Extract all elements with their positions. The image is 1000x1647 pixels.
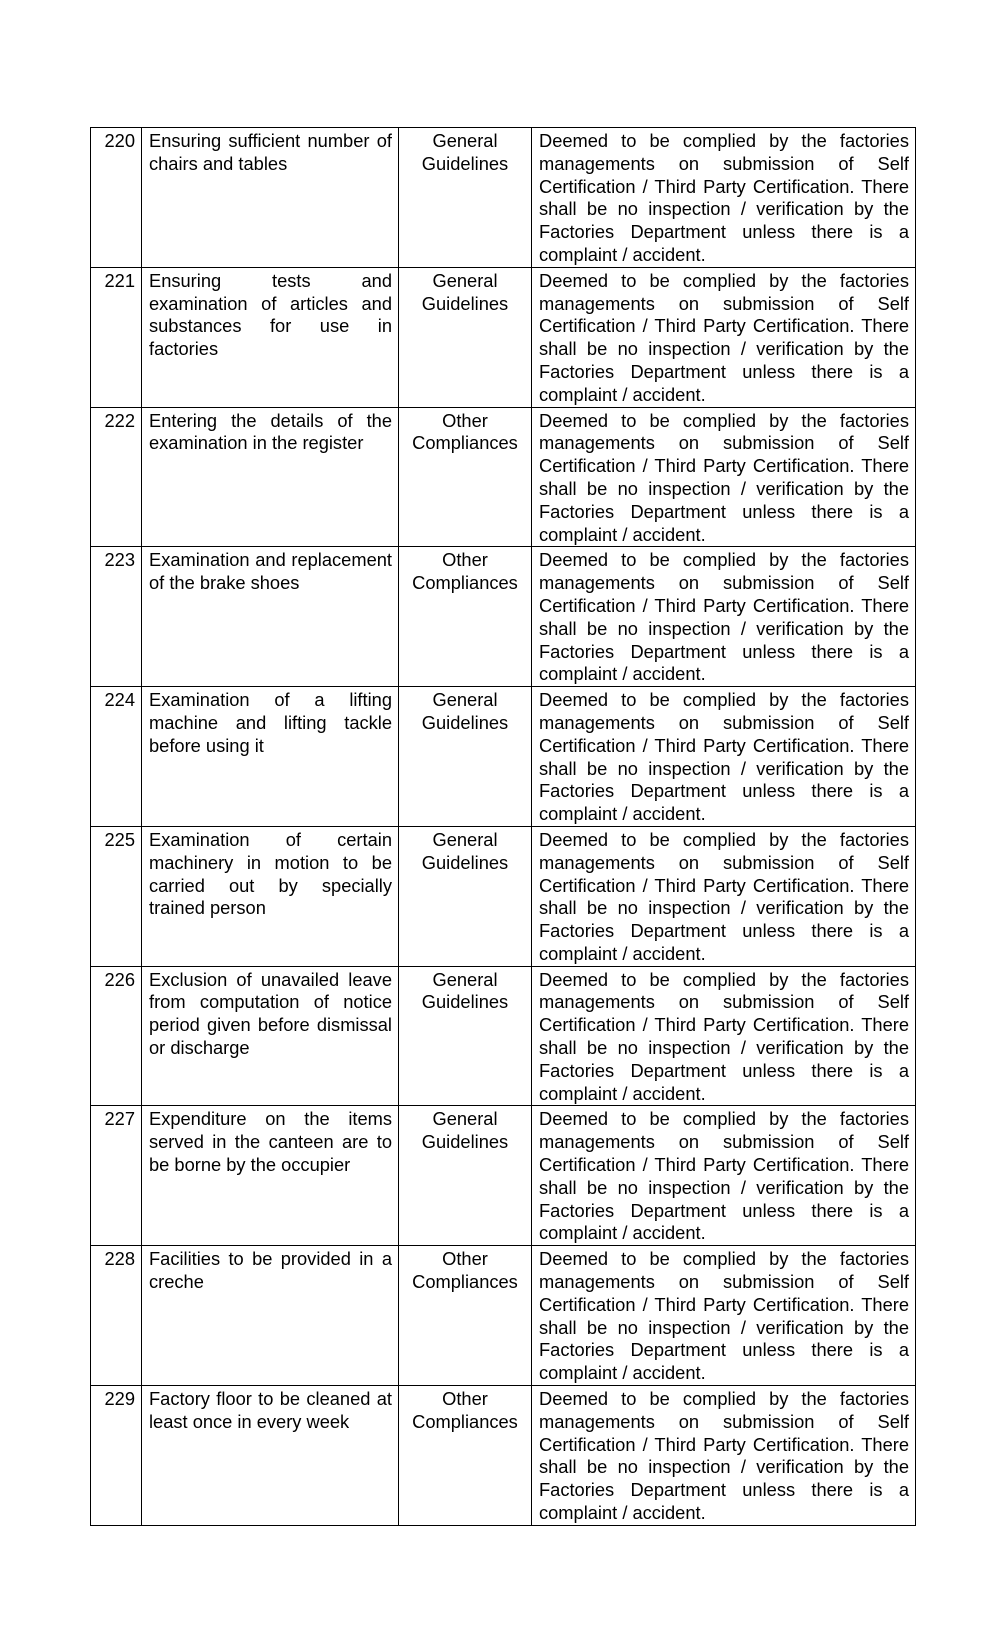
category-cell	[399, 128, 532, 268]
category-line: Guidelines	[421, 851, 509, 873]
category-line: Guidelines	[421, 152, 509, 174]
row-number: 221	[91, 267, 142, 407]
category-cell	[399, 1386, 532, 1526]
table-row	[91, 128, 916, 268]
category-line: Compliances	[412, 1271, 518, 1293]
category-cell	[399, 267, 532, 407]
category-line: General	[432, 968, 498, 990]
category-line: Other	[442, 549, 488, 571]
table-body	[91, 128, 916, 1526]
table-row	[91, 1386, 916, 1526]
category-line: General	[432, 1108, 498, 1130]
requirement-text: Entering the details of the examination in the register	[142, 407, 399, 547]
row-number: 226	[91, 966, 142, 1106]
remark-text: Deemed to be complied by the factories managements on submission of Self Certification / Third Party Certification. There shall be no inspection / verification by the Factories Department unless there is a complaint / accident.	[532, 1106, 916, 1246]
category-cell	[399, 1246, 532, 1386]
remark-text: Deemed to be complied by the factories managements on submission of Self Certification / Third Party Certification. There shall be no inspection / verification by the Factories Department unless there is a complaint / accident.	[532, 128, 916, 268]
table-row	[91, 547, 916, 687]
category-line: Guidelines	[421, 991, 509, 1013]
row-number: 228	[91, 1246, 142, 1386]
remark-text: Deemed to be complied by the factories managements on submission of Self Certification / Third Party Certification. There shall be no inspection / verification by the Factories Department unless there is a complaint / accident.	[532, 687, 916, 827]
category-line: Guidelines	[421, 1131, 509, 1153]
requirement-text: Expenditure on the items served in the canteen are to be borne by the occupier	[142, 1106, 399, 1246]
category-line: Compliances	[412, 1410, 518, 1432]
requirement-text: Examination and replacement of the brake shoes	[142, 547, 399, 687]
category-line: General	[432, 130, 498, 151]
category-line: Guidelines	[421, 292, 509, 314]
row-number: 225	[91, 826, 142, 966]
table-row	[91, 1106, 916, 1246]
requirement-text: Factory floor to be cleaned at least once in every week	[142, 1386, 399, 1526]
requirement-text: Facilities to be provided in a creche	[142, 1246, 399, 1386]
category-cell	[399, 1106, 532, 1246]
category-line: Other	[442, 409, 488, 431]
row-number: 224	[91, 687, 142, 827]
row-number: 220	[91, 128, 142, 268]
category-cell	[399, 966, 532, 1106]
row-number: 222	[91, 407, 142, 547]
category-line: Guidelines	[421, 711, 509, 733]
requirement-text: Examination of a lifting machine and lifting tackle before using it	[142, 687, 399, 827]
table-row	[91, 687, 916, 827]
compliance-table	[90, 127, 916, 1526]
category-line: Compliances	[412, 432, 518, 454]
category-line: Compliances	[412, 572, 518, 594]
requirement-text: Ensuring sufficient number of chairs and tables	[142, 128, 399, 268]
row-number: 229	[91, 1386, 142, 1526]
remark-text: Deemed to be complied by the factories managements on submission of Self Certification / Third Party Certification. There shall be no inspection / verification by the Factories Department unless there is a complaint / accident.	[532, 966, 916, 1106]
row-number: 227	[91, 1106, 142, 1246]
remark-text: Deemed to be complied by the factories managements on submission of Self Certification / Third Party Certification. There shall be no inspection / verification by the Factories Department unless there is a complaint / accident.	[532, 267, 916, 407]
table-row	[91, 407, 916, 547]
category-cell	[399, 826, 532, 966]
remark-text: Deemed to be complied by the factories managements on submission of Self Certification / Third Party Certification. There shall be no inspection / verification by the Factories Department unless there is a complaint / accident.	[532, 1246, 916, 1386]
category-line: General	[432, 689, 498, 711]
category-line: Other	[442, 1248, 488, 1270]
table-row	[91, 826, 916, 966]
remark-text: Deemed to be complied by the factories managements on submission of Self Certification / Third Party Certification. There shall be no inspection / verification by the Factories Department unless there is a complaint / accident.	[532, 826, 916, 966]
remark-text: Deemed to be complied by the factories managements on submission of Self Certification / Third Party Certification. There shall be no inspection / verification by the Factories Department unless there is a complaint / accident.	[532, 1386, 916, 1526]
category-cell	[399, 407, 532, 547]
remark-text: Deemed to be complied by the factories managements on submission of Self Certification / Third Party Certification. There shall be no inspection / verification by the Factories Department unless there is a complaint / accident.	[532, 547, 916, 687]
category-cell	[399, 547, 532, 687]
table-row	[91, 966, 916, 1106]
remark-text: Deemed to be complied by the factories managements on submission of Self Certification / Third Party Certification. There shall be no inspection / verification by the Factories Department unless there is a complaint / accident.	[532, 407, 916, 547]
requirement-text: Examination of certain machinery in motion to be carried out by specially trained person	[142, 826, 399, 966]
row-number: 223	[91, 547, 142, 687]
requirement-text: Ensuring tests and examination of articles and substances for use in factories	[142, 267, 399, 407]
category-cell	[399, 687, 532, 827]
category-line: Other	[442, 1388, 488, 1410]
table-row	[91, 267, 916, 407]
category-line: General	[432, 828, 498, 850]
category-line: General	[432, 269, 498, 291]
table-row	[91, 1246, 916, 1386]
requirement-text: Exclusion of unavailed leave from computation of notice period given before dismissal or discharge	[142, 966, 399, 1106]
